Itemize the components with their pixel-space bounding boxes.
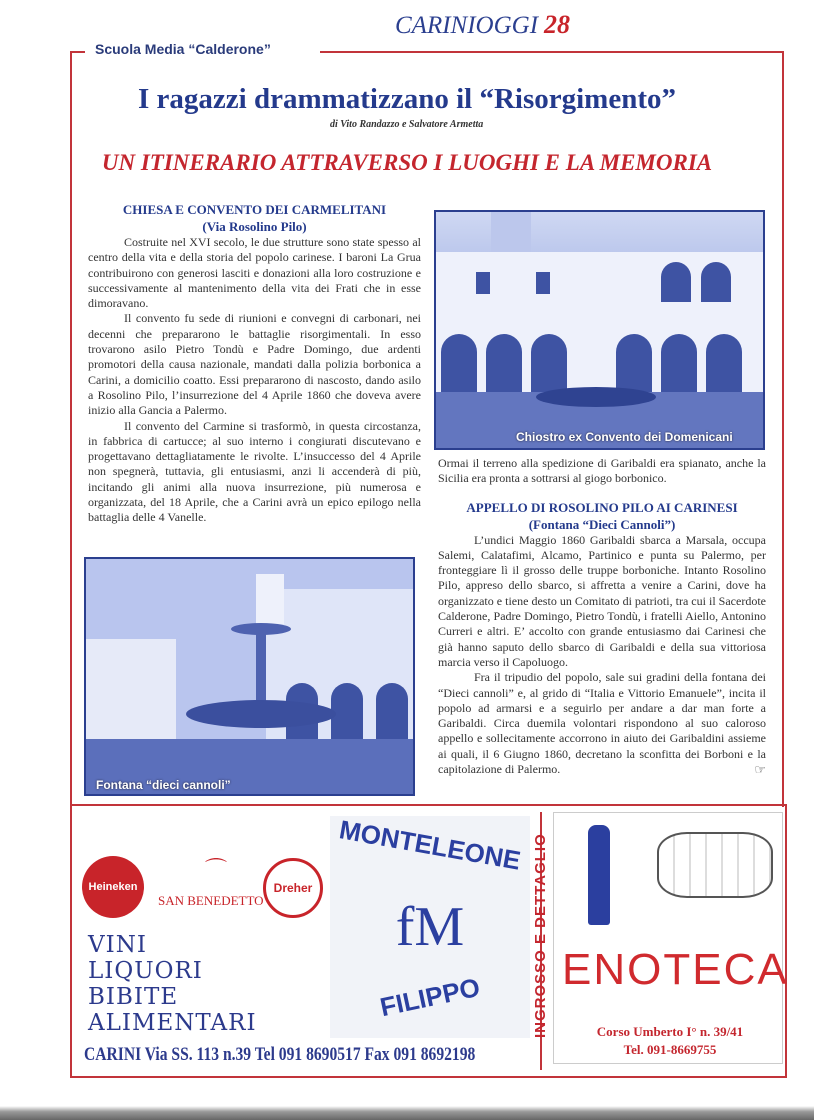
enoteca-address — [560, 1023, 780, 1059]
article-title: I ragazzi drammatizzano il “Risorgimento” — [137, 83, 676, 115]
scan-edge — [0, 1106, 814, 1120]
barrel-icon — [657, 832, 773, 898]
ingrosso-dettaglio-label: INGROSSO E DETTAGLIO — [532, 833, 549, 1038]
wine-bottle-icon — [588, 825, 610, 925]
san-benedetto-logo — [158, 893, 264, 909]
paragraph: Il convento del Carmine si trasformò, in questa circostanza, in fabbrica di cartucce; al suo interno i congiurati discutevano e progettavano dettagliatamente le rivolte. L’insuccesso del 4 Aprile non spegnerà, tuttavia, gli entusiasmi, anzi li accenderà di più, incitando gli animi alla nuova insurrezione, più numerosa e organizzata, del 18 Aprile, che a Carini avrà un epico epilogo nella battaglia delle 4 Vanelle. — [88, 418, 421, 525]
fm-monogram: fM — [395, 896, 465, 958]
cloister-illustration — [436, 212, 763, 448]
paragraph: Il convento fu sede di riunioni e convegni di carbonari, nei decenni che prepararono le battaglie risorgimentali. In esso trovarono asilo Pietro Tondù e Padre Domingo, due ardenti promotori della causa nazionale, mandati dalla polizia borbonica a Carini, a domicilio coatto. Essi prepararono di nascosto, dando asilo a Rosolino Pilo, l’insurrezione del 4 Aprile 1860 che doveva avere inizio alla Gancia a Palermo. — [88, 311, 421, 418]
article-subtitle: UN ITINERARIO ATTRAVERSO I LUOGHI E LA MEMORIA — [101, 150, 713, 175]
enoteca-phone: Tel. 091-8669755 — [623, 1042, 717, 1057]
paragraph-text: Fra il tripudio del popolo, sale sui gradini della fontana dei “Dieci cannoli” e, al grido di “Italia e Vittorio Emanuele”, incita il popolo ad armarsi e a seguirlo per andare a dar man forte a Garibaldi. Circa duemila volontari rispondono al suo caloroso appello e sollecitamente accorrono in aiuto dei Garibaldini assieme ai quali, il 6 Giugno 1860, decretano la sconfitta dei Borboni e la capitolazione di Palermo. — [438, 670, 766, 777]
product-item: ALIMENTARI — [88, 1010, 257, 1036]
paragraph — [438, 670, 766, 777]
enoteca-title: ENOTECA — [562, 945, 789, 994]
heineken-logo — [82, 856, 144, 918]
continuation-paragraph: Ormai il terreno alla spedizione di Garibaldi era spianato, anche la Sicilia era pronta a sottrarsi al giogo borbonico. — [438, 456, 766, 486]
paragraph: L’undici Maggio 1860 Garibaldi sbarca a Marsala, occupa Salemi, Calatafimi, Alcamo, Partinico e punta su Palermo, per fronteggiare lì il grosso delle truppe borboniche. Intanto Rosolino Pilo, appreso dello sbarco, si affretta a venire a Carini, dove ha organizzato e tiene desto un Comitato di patrioti, tra cui il Sacerdote Calderone, Padre Domingo, Pietro Tondù, i fratelli Aiello, Antonino Curreri e altri. E’ accolto con grande entusiasmo dai Carinesi che già hanno saputo dello sbarco di Garibaldi e della sua vittoriosa marcia verso il Capoluogo. — [438, 532, 766, 669]
san-benedetto-label: SAN BENEDETTO — [158, 893, 264, 908]
right-column — [438, 456, 766, 777]
product-item: LIQUORI — [88, 958, 203, 984]
monteleone-logo — [330, 816, 530, 1038]
product-list — [88, 932, 257, 1036]
page-number: 28 — [544, 10, 571, 39]
swallow-icon: ⌒ — [205, 857, 228, 882]
product-item: VINI — [88, 932, 147, 958]
byline: di Vito Randazzo e Salvatore Armetta — [330, 119, 484, 130]
dreher-label: Dreher — [273, 881, 313, 895]
paragraph: Costruite nel XVI secolo, le due strutture sono state spesso al centro della vita e della storia del popolo carinese. I baroni La Grua contribuirono con generosi lasciti e donazioni alla loro costruzione e successivamente al mantenimento della vita dei Frati che in esse dimoravano. — [88, 235, 421, 311]
section-label: Scuola Media “Calderone” — [95, 41, 271, 57]
masthead-logo — [395, 10, 570, 40]
pointing-hand-icon: ☞ — [754, 762, 766, 778]
section1-subheading: (Via Rosolino Pilo) — [202, 219, 307, 234]
fountain-photo — [84, 557, 415, 796]
monteleone-address: CARINI Via SS. 113 n.39 Tel 091 8690517 Fax 091 8692198 — [84, 1044, 476, 1065]
section1-heading: CHIESA E CONVENTO DEI CARMELITANI — [122, 202, 387, 217]
product-item: BIBITE — [88, 984, 179, 1010]
filippo-name: FILIPPO — [377, 971, 483, 1023]
left-column — [88, 201, 421, 526]
dreher-logo — [263, 858, 323, 918]
photo-caption: Fontana “dieci cannoli” — [96, 778, 231, 792]
masthead-text: CARINIOGGI — [395, 12, 539, 39]
enoteca-street: Corso Umberto I° n. 39/41 — [596, 1024, 744, 1039]
cloister-photo — [434, 210, 765, 450]
heineken-label: Heineken — [88, 881, 138, 893]
monteleone-name: MONTELEONE — [337, 814, 523, 876]
section2-heading: APPELLO DI ROSOLINO PILO AI CARINESI — [466, 499, 738, 515]
photo-caption: Chiostro ex Convento dei Domenicani — [516, 430, 733, 444]
fountain-illustration — [86, 559, 413, 794]
section2-subheading: (Fontana “Dieci Cannoli”) — [528, 516, 676, 532]
